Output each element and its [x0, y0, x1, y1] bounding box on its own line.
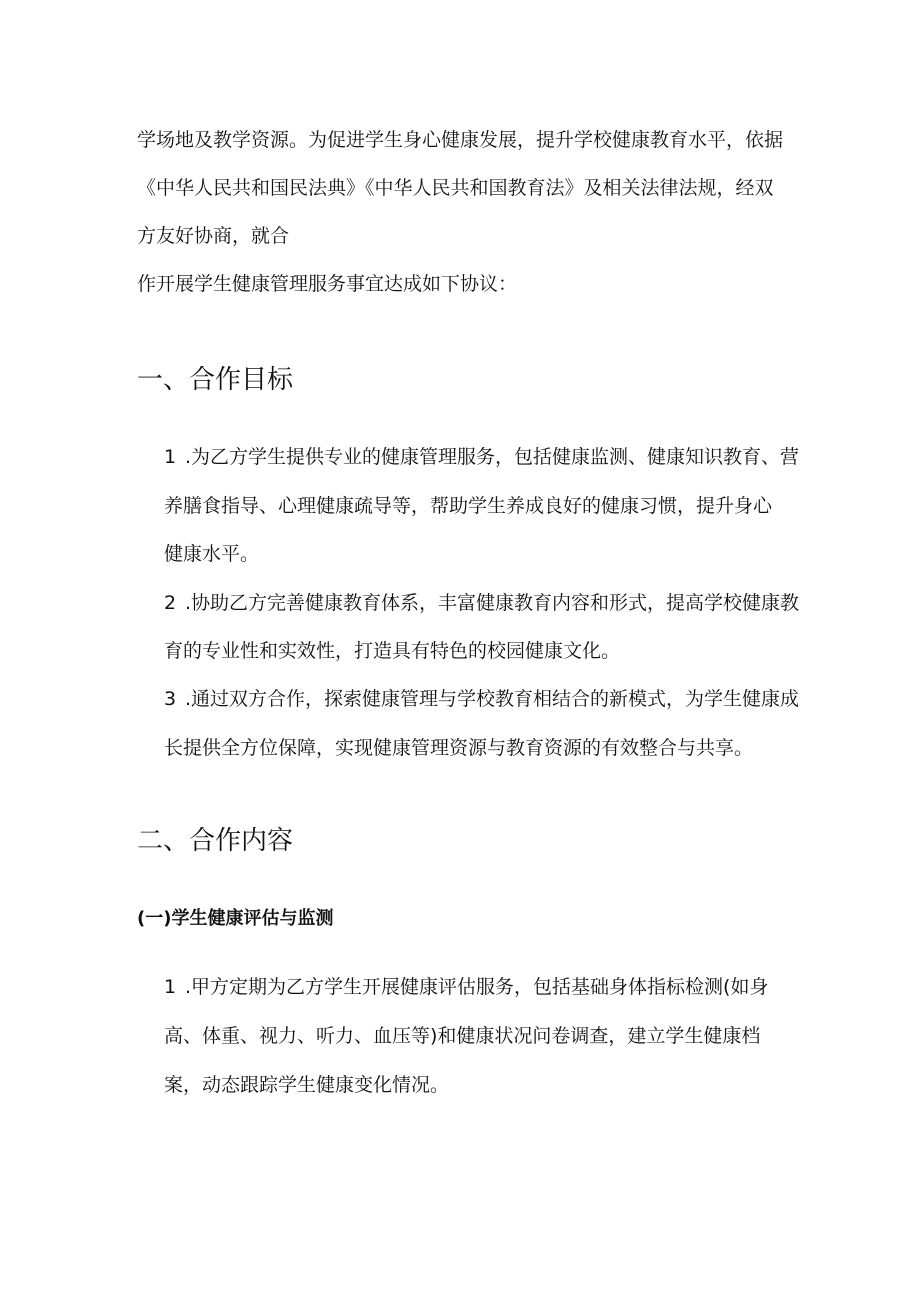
list-item-line: 育的专业性和实效性，打造具有特色的校园健康文化。	[164, 640, 621, 662]
section-heading-cooperation-content: 二、合作内容	[137, 826, 294, 856]
list-item-line: .协助乙方完善健康教育体系，丰富健康教育内容和形式，提高学校健康教	[185, 592, 800, 614]
intro-line-3: 方友好协商，就合	[137, 225, 290, 247]
list-item-number: 1	[164, 446, 177, 468]
list-item-line: 健康水平。	[164, 543, 260, 565]
intro-line-2: 《中华人民共和国民法典》《中华人民共和国教育法》及相关法律法规，经双	[137, 177, 774, 199]
list-item-line: 案，动态跟踪学生健康变化情况。	[164, 1074, 450, 1096]
intro-line-4: 作开展学生健康管理服务事宜达成如下协议：	[137, 273, 518, 295]
section-heading-cooperation-goals: 一、合作目标	[137, 365, 294, 395]
list-item-line: .甲方定期为乙方学生开展健康评估服务，包括基础身体指标检测(如身	[185, 976, 769, 998]
list-item-number: 2	[164, 592, 177, 614]
list-item-line: .为乙方学生提供专业的健康管理服务，包括健康监测、健康知识教育、营	[185, 446, 800, 468]
list-item-line: 长提供全方位保障，实现健康管理资源与教育资源的有效整合与共享。	[164, 737, 754, 759]
subsection-heading-health-assessment: (一)学生健康评估与监测	[137, 908, 334, 929]
list-item-line: 高、体重、视力、听力、血压等)和健康状况问卷调查，建立学生健康档	[164, 1025, 761, 1047]
list-item-line: 养膳食指导、心理健康疏导等，帮助学生养成良好的健康习惯，提升身心	[164, 495, 773, 517]
list-item-number: 1	[164, 976, 177, 998]
intro-line-1: 学场地及教学资源。为促进学生身心健康发展，提升学校健康教育水平，依据	[137, 129, 784, 151]
list-item-number: 3	[164, 688, 177, 710]
list-item-line: .通过双方合作，探索健康管理与学校教育相结合的新模式，为学生健康成	[185, 688, 800, 710]
